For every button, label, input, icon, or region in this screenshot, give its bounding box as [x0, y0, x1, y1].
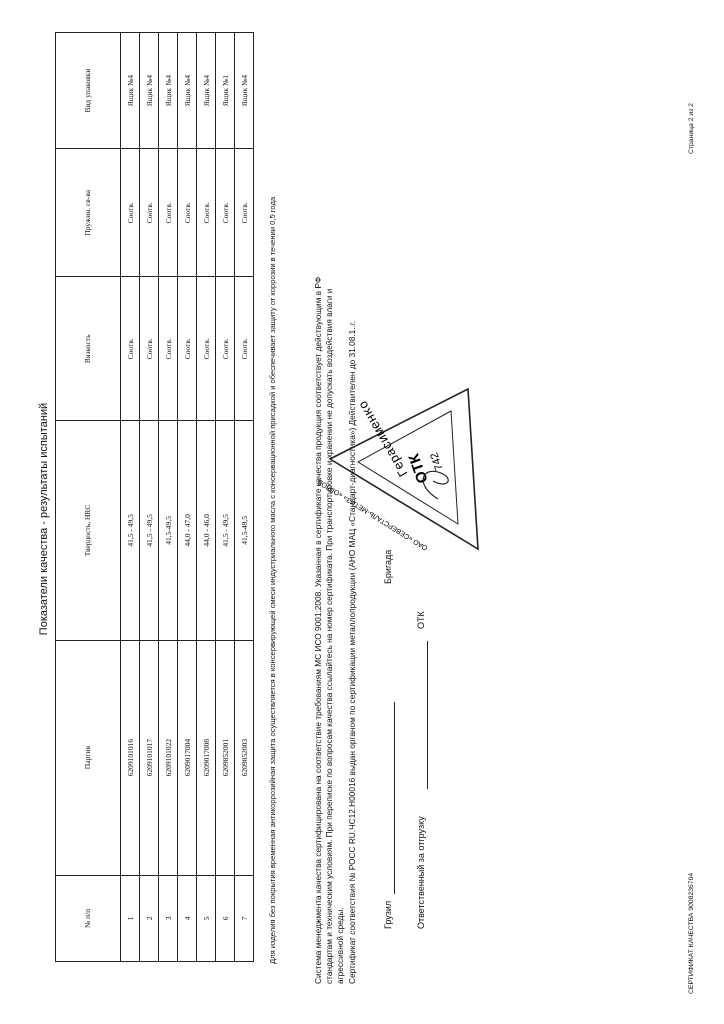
- cell-hardness: 44,0 - 47,0: [178, 421, 197, 640]
- conformity-certificate-paragraph: Сертификат соответствия № РОСС RU.ЧС12.Н00016 выдан органом по сертификации металлопродукции (АНО МАЦ «Стандарт-диагностика») Действителен до 31.08.1..г.: [346, 320, 357, 984]
- responsible-signature-line: [427, 641, 428, 789]
- cell-viscosity: Соотв.: [178, 277, 197, 421]
- cell-hardness: 41,5 - 49,5: [121, 421, 140, 640]
- page-number-footer: Страница 2 из 2: [688, 103, 695, 154]
- loader-signature-line: [394, 702, 395, 894]
- cell-number: 5: [197, 875, 216, 961]
- cell-batch: 6209852003: [235, 640, 254, 875]
- table-row: [121, 33, 140, 962]
- stamp-signature-name: Герасименко: [355, 397, 412, 480]
- stamp-graphic: [318, 364, 493, 569]
- cell-number: 7: [235, 875, 254, 961]
- cell-batch: 6209017008: [197, 640, 216, 875]
- cell-spring: Соотв.: [216, 149, 235, 277]
- table-row: [216, 33, 235, 962]
- cell-spring: Соотв.: [121, 149, 140, 277]
- quality-table: [55, 32, 254, 962]
- cell-number: 1: [121, 875, 140, 961]
- header-spring-properties: Пружин. св-ва: [56, 149, 121, 277]
- cell-package: Ящик №4: [197, 33, 216, 149]
- cell-viscosity: Соотв.: [235, 277, 254, 421]
- cell-batch: 6209101017: [140, 640, 159, 875]
- stamp-outer-text: ОАО «СЕВЕРСТАЛЬ-МЕТИЗ» «ОРЛОВСКИЙ»: [318, 465, 430, 552]
- certificate-number-footer: СЕРТИФИКАТ КАЧЕСТВА 9008236704: [688, 872, 695, 994]
- responsible-label: Ответственный за отгрузку: [416, 816, 426, 929]
- otk-stamp: [318, 364, 493, 569]
- cell-batch: 6209017004: [178, 640, 197, 875]
- cell-spring: Соотв.: [178, 149, 197, 277]
- header-number: № п/п: [56, 875, 121, 961]
- cell-spring: Соотв.: [140, 149, 159, 277]
- cell-hardness: 41,5-49,5: [159, 421, 178, 640]
- stamp-number: 742: [428, 450, 446, 473]
- header-batch: Партия: [56, 640, 121, 875]
- certificate-text: [313, 244, 358, 984]
- cell-hardness: 44,0 - 46,0: [197, 421, 216, 640]
- cell-number: 4: [178, 875, 197, 961]
- cell-package: Ящик №4: [235, 33, 254, 149]
- table-row: [235, 33, 254, 962]
- table-row: [159, 33, 178, 962]
- cell-spring: Соотв.: [235, 149, 254, 277]
- cell-spring: Соотв.: [159, 149, 178, 277]
- quality-system-paragraph: Система менеджмента качества сертифицирована на соответствие требованиям МС ИСО 9001:2008. Указанная в сертификате качества продукция соответствует действующим в РФ стандартам и техническим условиям. При переписке по вопросам качества ссылайтесь на номер сертификата. При транспортировке и хранении не допускать воздействия влаги и агрессивной среды.: [313, 276, 346, 984]
- cell-package: Ящик №1: [216, 33, 235, 149]
- cell-package: Ящик №4: [140, 33, 159, 149]
- cell-batch: 6209852001: [216, 640, 235, 875]
- brigade-label: Бригада: [383, 549, 393, 584]
- cell-number: 6: [216, 875, 235, 961]
- cell-number: 2: [140, 875, 159, 961]
- cell-package: Ящик №4: [178, 33, 197, 149]
- cell-hardness: 41,5-49,5: [235, 421, 254, 640]
- header-viscosity: Вязкость: [56, 277, 121, 421]
- cell-batch: 6209101016: [121, 640, 140, 875]
- cell-spring: Соотв.: [197, 149, 216, 277]
- cell-batch: 6209101022: [159, 640, 178, 875]
- table-title: Показатели качества - результаты испытаний: [38, 402, 50, 636]
- cell-viscosity: Соотв.: [121, 277, 140, 421]
- cell-hardness: 41,5 - 49,5: [140, 421, 159, 640]
- cell-viscosity: Соотв.: [216, 277, 235, 421]
- cell-package: Ящик №4: [159, 33, 178, 149]
- cell-viscosity: Соотв.: [159, 277, 178, 421]
- cell-number: 3: [159, 875, 178, 961]
- table-row: [197, 33, 216, 962]
- table-row: [178, 33, 197, 962]
- table-row: [140, 33, 159, 962]
- header-hardness: Твердость, HRC: [56, 421, 121, 640]
- corrosion-protection-note: Для изделия без покрытия временная антикоррозийная защита осуществляется в консервирующей смеси индустриального масла с консервационной присадкой и обеспечивает защиту от коррозии в течении 0,5 года: [268, 196, 277, 964]
- table-header-row: [56, 33, 121, 962]
- cell-package: Ящик №4: [121, 33, 140, 149]
- cell-viscosity: Соотв.: [197, 277, 216, 421]
- cell-hardness: 41,5 - 49,5: [216, 421, 235, 640]
- otk-label: ОТК: [416, 611, 426, 629]
- cell-viscosity: Соотв.: [140, 277, 159, 421]
- stamp-center-text: ОТК: [405, 451, 432, 486]
- header-package: Вид упаковки: [56, 33, 121, 149]
- loader-label: Грузил: [383, 900, 393, 929]
